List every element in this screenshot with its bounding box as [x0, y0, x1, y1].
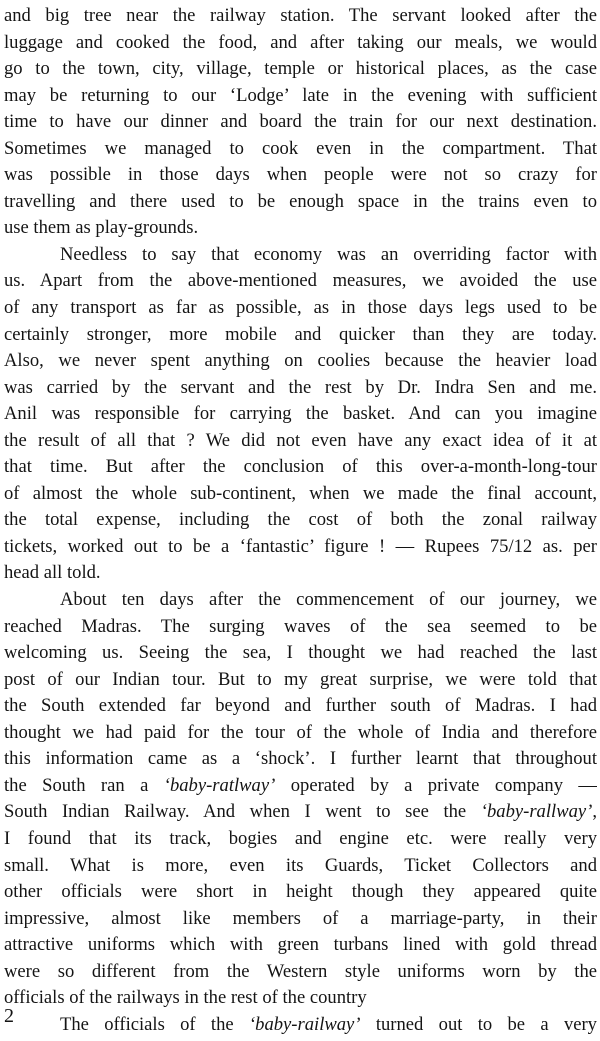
- text-line: the result of all that ? We did not even have any exact idea of it at: [4, 429, 597, 451]
- text-line: this information came as a ‘shock’. I further learnt that throughout: [4, 748, 597, 770]
- text-segment: the South ran a: [4, 774, 164, 796]
- text-line: and big tree near the railway station. The servant looked after the: [4, 5, 597, 26]
- text-line: the total expense, including the cost of both the zonal railway: [4, 509, 597, 531]
- text-line: Also, we never spent anything on coolies because the heavier load: [4, 350, 597, 372]
- text-line: attractive uniforms which with green turbans lined with gold thread: [4, 934, 597, 956]
- text-line: us. Apart from the above-mentioned measures, we avoided the use: [4, 270, 597, 292]
- text-line: that time. But after the conclusion of this over-a-month-long-tour: [4, 456, 597, 478]
- text-line: may be returning to our ‘Lodge’ late in the evening with sufficient: [4, 84, 597, 106]
- text-line: Anil was responsible for carrying the basket. And can you imagine: [4, 403, 597, 425]
- text-line: reached Madras. The surging waves of the sea seemed to be: [4, 615, 597, 637]
- text-line: post of our Indian tour. But to my great surprise, we were told that: [4, 668, 597, 690]
- text-line: certainly stronger, more mobile and quicker than they are today.: [4, 323, 597, 345]
- paragraph-first-line: Needless to say that economy was an overriding factor with: [60, 243, 597, 265]
- text-line: travelling and there used to be enough space in the trains even to: [4, 190, 597, 212]
- page-number: 2: [4, 1005, 14, 1027]
- text-line: [4, 799, 597, 826]
- text-line: tickets, worked out to be a ‘fantastic’ figure ! — Rupees 75/12 as. per: [4, 535, 597, 557]
- text-segment: turned out to be a very: [360, 1013, 597, 1035]
- text-line: of almost the whole sub-continent, when we made the final account,: [4, 482, 597, 504]
- italic-term: ‘baby-ratlway’: [163, 774, 276, 796]
- text-line: impressive, almost like members of a marriage-party, in their: [4, 907, 597, 929]
- text-segment: South Indian Railway. And when I went to see the: [4, 801, 481, 823]
- text-line: small. What is more, even its Guards, Ticket Collectors and: [4, 854, 597, 876]
- body-text: [4, 3, 597, 1038]
- italic-term: ‘baby-rallway’: [480, 801, 593, 823]
- paragraph-end-line: head all told.: [4, 562, 101, 584]
- text-line: thought we had paid for the tour of the whole of India and therefore: [4, 721, 597, 743]
- text-segment: ,: [592, 801, 597, 823]
- text-line: were so different from the Western style uniforms worn by the: [4, 960, 597, 982]
- text-line: other officials were short in height though they appeared quite: [4, 881, 597, 903]
- text-line: [4, 773, 597, 800]
- paragraph-end-line: officials of the railways in the rest of the country: [4, 987, 367, 1009]
- text-line: time to have our dinner and board the train for our next destination.: [4, 111, 597, 133]
- text-line: was carried by the servant and the rest by Dr. Indra Sen and me.: [4, 376, 597, 398]
- text-line: I found that its track, bogies and engine etc. were really very: [4, 827, 597, 849]
- text-segment: operated by a private company —: [275, 774, 597, 796]
- italic-term: ‘baby-railway’: [248, 1013, 361, 1035]
- paragraph-end-line: use them as play-grounds.: [4, 217, 199, 239]
- text-line: was possible in those days when people were not so crazy for: [4, 164, 597, 186]
- paragraph-first-line: [4, 1012, 597, 1039]
- text-line: of any transport as far as possible, as in those days legs used to be: [4, 297, 597, 319]
- text-line: luggage and cooked the food, and after taking our meals, we would: [4, 31, 597, 53]
- text-line: Sometimes we managed to cook even in the compartment. That: [4, 137, 597, 159]
- text-line: go to the town, city, village, temple or historical places, as the case: [4, 58, 597, 80]
- text-line: welcoming us. Seeing the sea, I thought we had reached the last: [4, 642, 597, 664]
- paragraph-first-line: About ten days after the commencement of our journey, we: [60, 589, 597, 611]
- text-segment: The officials of the: [60, 1013, 249, 1035]
- text-line: the South extended far beyond and further south of Madras. I had: [4, 695, 597, 717]
